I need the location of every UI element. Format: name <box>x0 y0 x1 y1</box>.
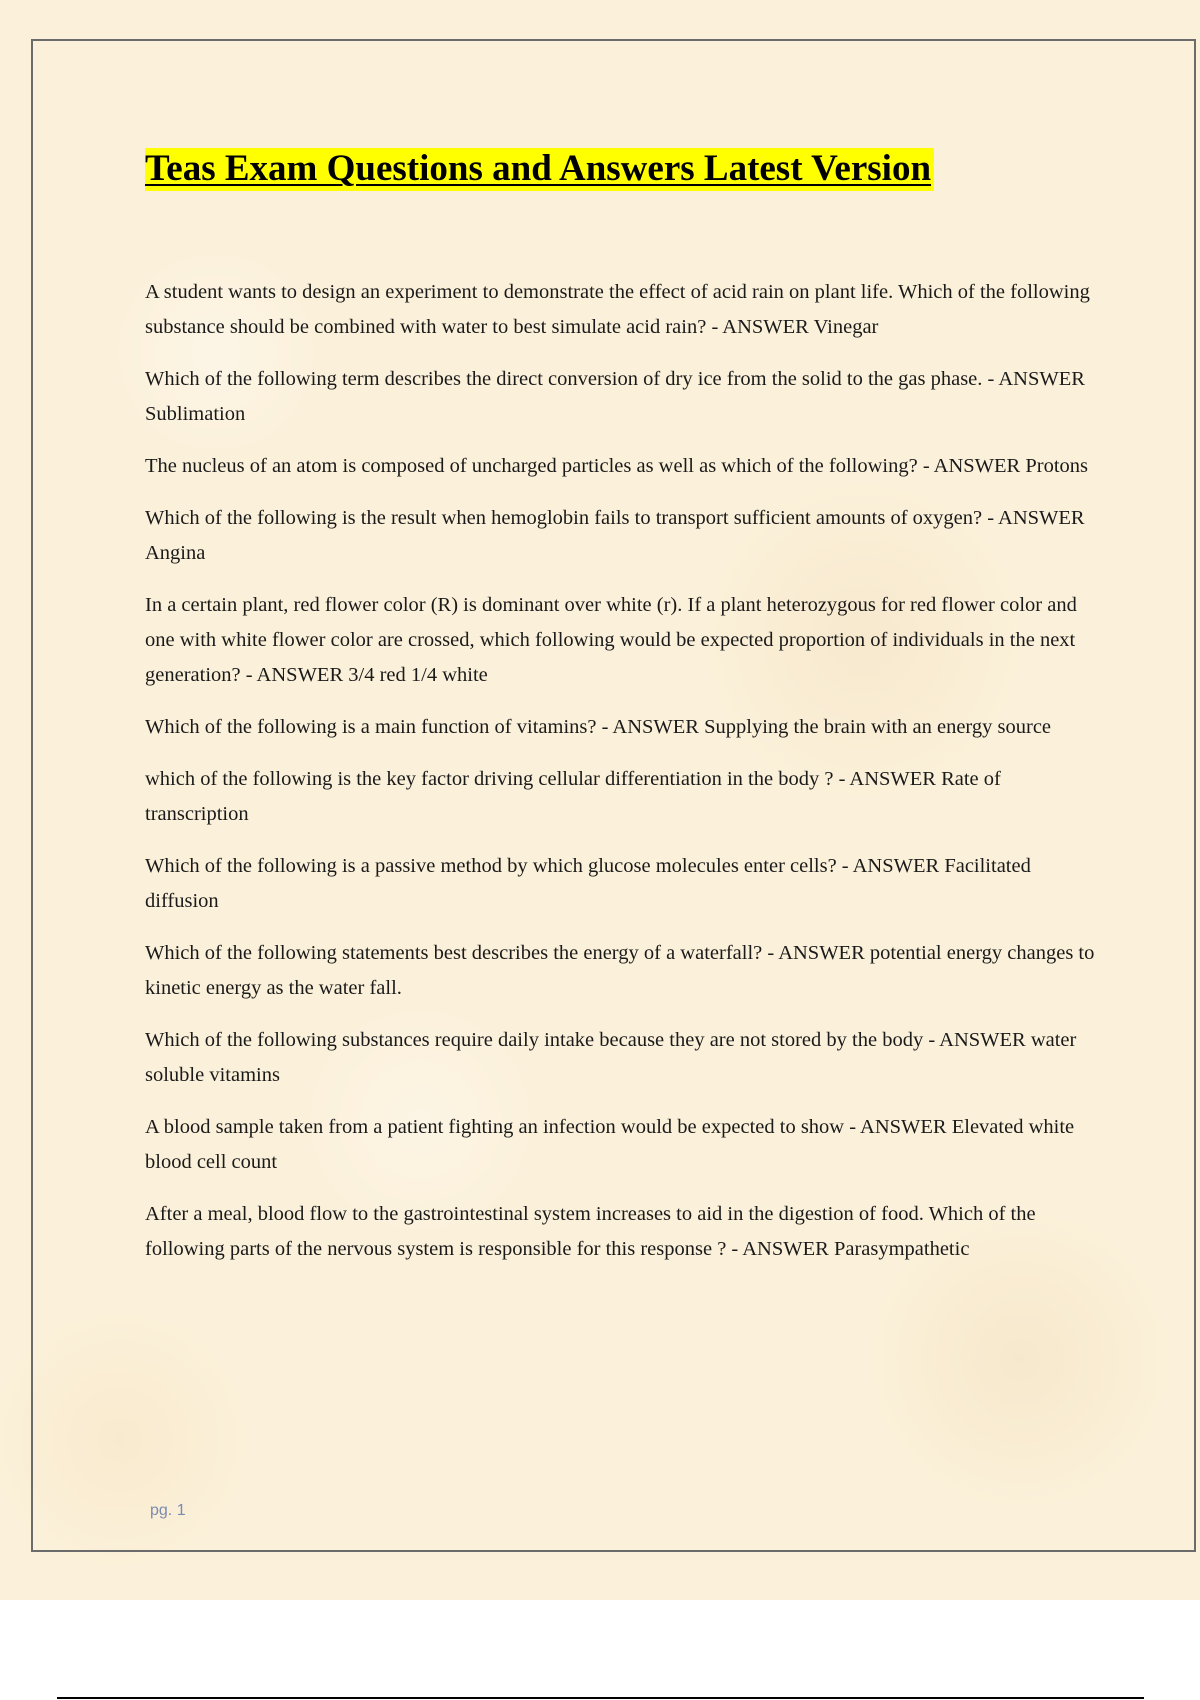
answer-text: Vinegar <box>813 316 879 338</box>
qa-item <box>145 849 1095 919</box>
qa-item <box>145 501 1095 571</box>
qa-list <box>145 275 1095 1284</box>
answer-text: Elevated white blood cell count <box>145 1116 1075 1173</box>
question-text: Which of the following is a passive method by which glucose molecules enter cells? - ANSWER <box>145 855 940 877</box>
answer-text: Parasympathetic <box>833 1238 970 1260</box>
qa-item <box>145 762 1095 832</box>
qa-item <box>145 275 1095 345</box>
qa-item <box>145 936 1095 1006</box>
question-text: After a meal, blood flow to the gastrointestinal system increases to aid in the digestion of food. Which of the following parts of the nervous system is responsible for this response ? - ANSWER <box>145 1203 1036 1260</box>
qa-item <box>145 362 1095 432</box>
question-text: A blood sample taken from a patient fighting an infection would be expected to show - ANSWER <box>145 1116 947 1138</box>
answer-text: Protons <box>1025 455 1088 477</box>
qa-item <box>145 1197 1095 1267</box>
question-text: which of the following is the key factor driving cellular differentiation in the body ? - ANSWER <box>145 768 936 790</box>
question-text: Which of the following term describes the direct conversion of dry ice from the solid to the gas phase. - ANSWER <box>145 368 1085 390</box>
qa-item <box>145 1023 1095 1093</box>
question-text: In a certain plant, red flower color (R) is dominant over white (r). If a plant heterozygous for red flower color and one with white flower color are crossed, which following would be expected proportion of individuals in the next generation? - ANSWER <box>145 594 1077 686</box>
page-number: pg. 1 <box>150 1502 186 1519</box>
answer-text: Supplying the brain with an energy source <box>704 716 1052 738</box>
answer-text: Sublimation <box>145 403 246 425</box>
qa-item <box>145 588 1095 693</box>
document-title-text: Teas Exam Questions and Answers Latest Version <box>145 148 934 191</box>
question-text: A student wants to design an experiment to demonstrate the effect of acid rain on plant life. Which of the following substance should be combined with water to best simulate acid rain? - ANSWER <box>145 281 1090 338</box>
document-title <box>145 146 934 192</box>
answer-text: water soluble vitamins <box>145 1029 1077 1086</box>
footer-divider <box>57 1697 1144 1699</box>
qa-item <box>145 1110 1095 1180</box>
answer-text: potential energy changes to kinetic energy as the water fall. <box>145 942 1095 999</box>
question-text: Which of the following is the result when hemoglobin fails to transport sufficient amounts of oxygen? - ANSWER <box>145 507 1085 529</box>
answer-text: Angina <box>145 542 206 564</box>
question-text: Which of the following substances require daily intake because they are not stored by the body - ANSWER <box>145 1029 1026 1051</box>
question-text: Which of the following statements best describes the energy of a waterfall? - ANSWER <box>145 942 865 964</box>
answer-text: Facilitated diffusion <box>145 855 1031 912</box>
question-text: The nucleus of an atom is composed of uncharged particles as well as which of the following? - ANSWER <box>145 455 1021 477</box>
answer-text: Rate of transcription <box>145 768 1001 825</box>
answer-text: 3/4 red 1/4 white <box>348 664 488 686</box>
question-text: Which of the following is a main function of vitamins? - ANSWER <box>145 716 699 738</box>
qa-item <box>145 449 1095 484</box>
qa-item <box>145 710 1095 745</box>
